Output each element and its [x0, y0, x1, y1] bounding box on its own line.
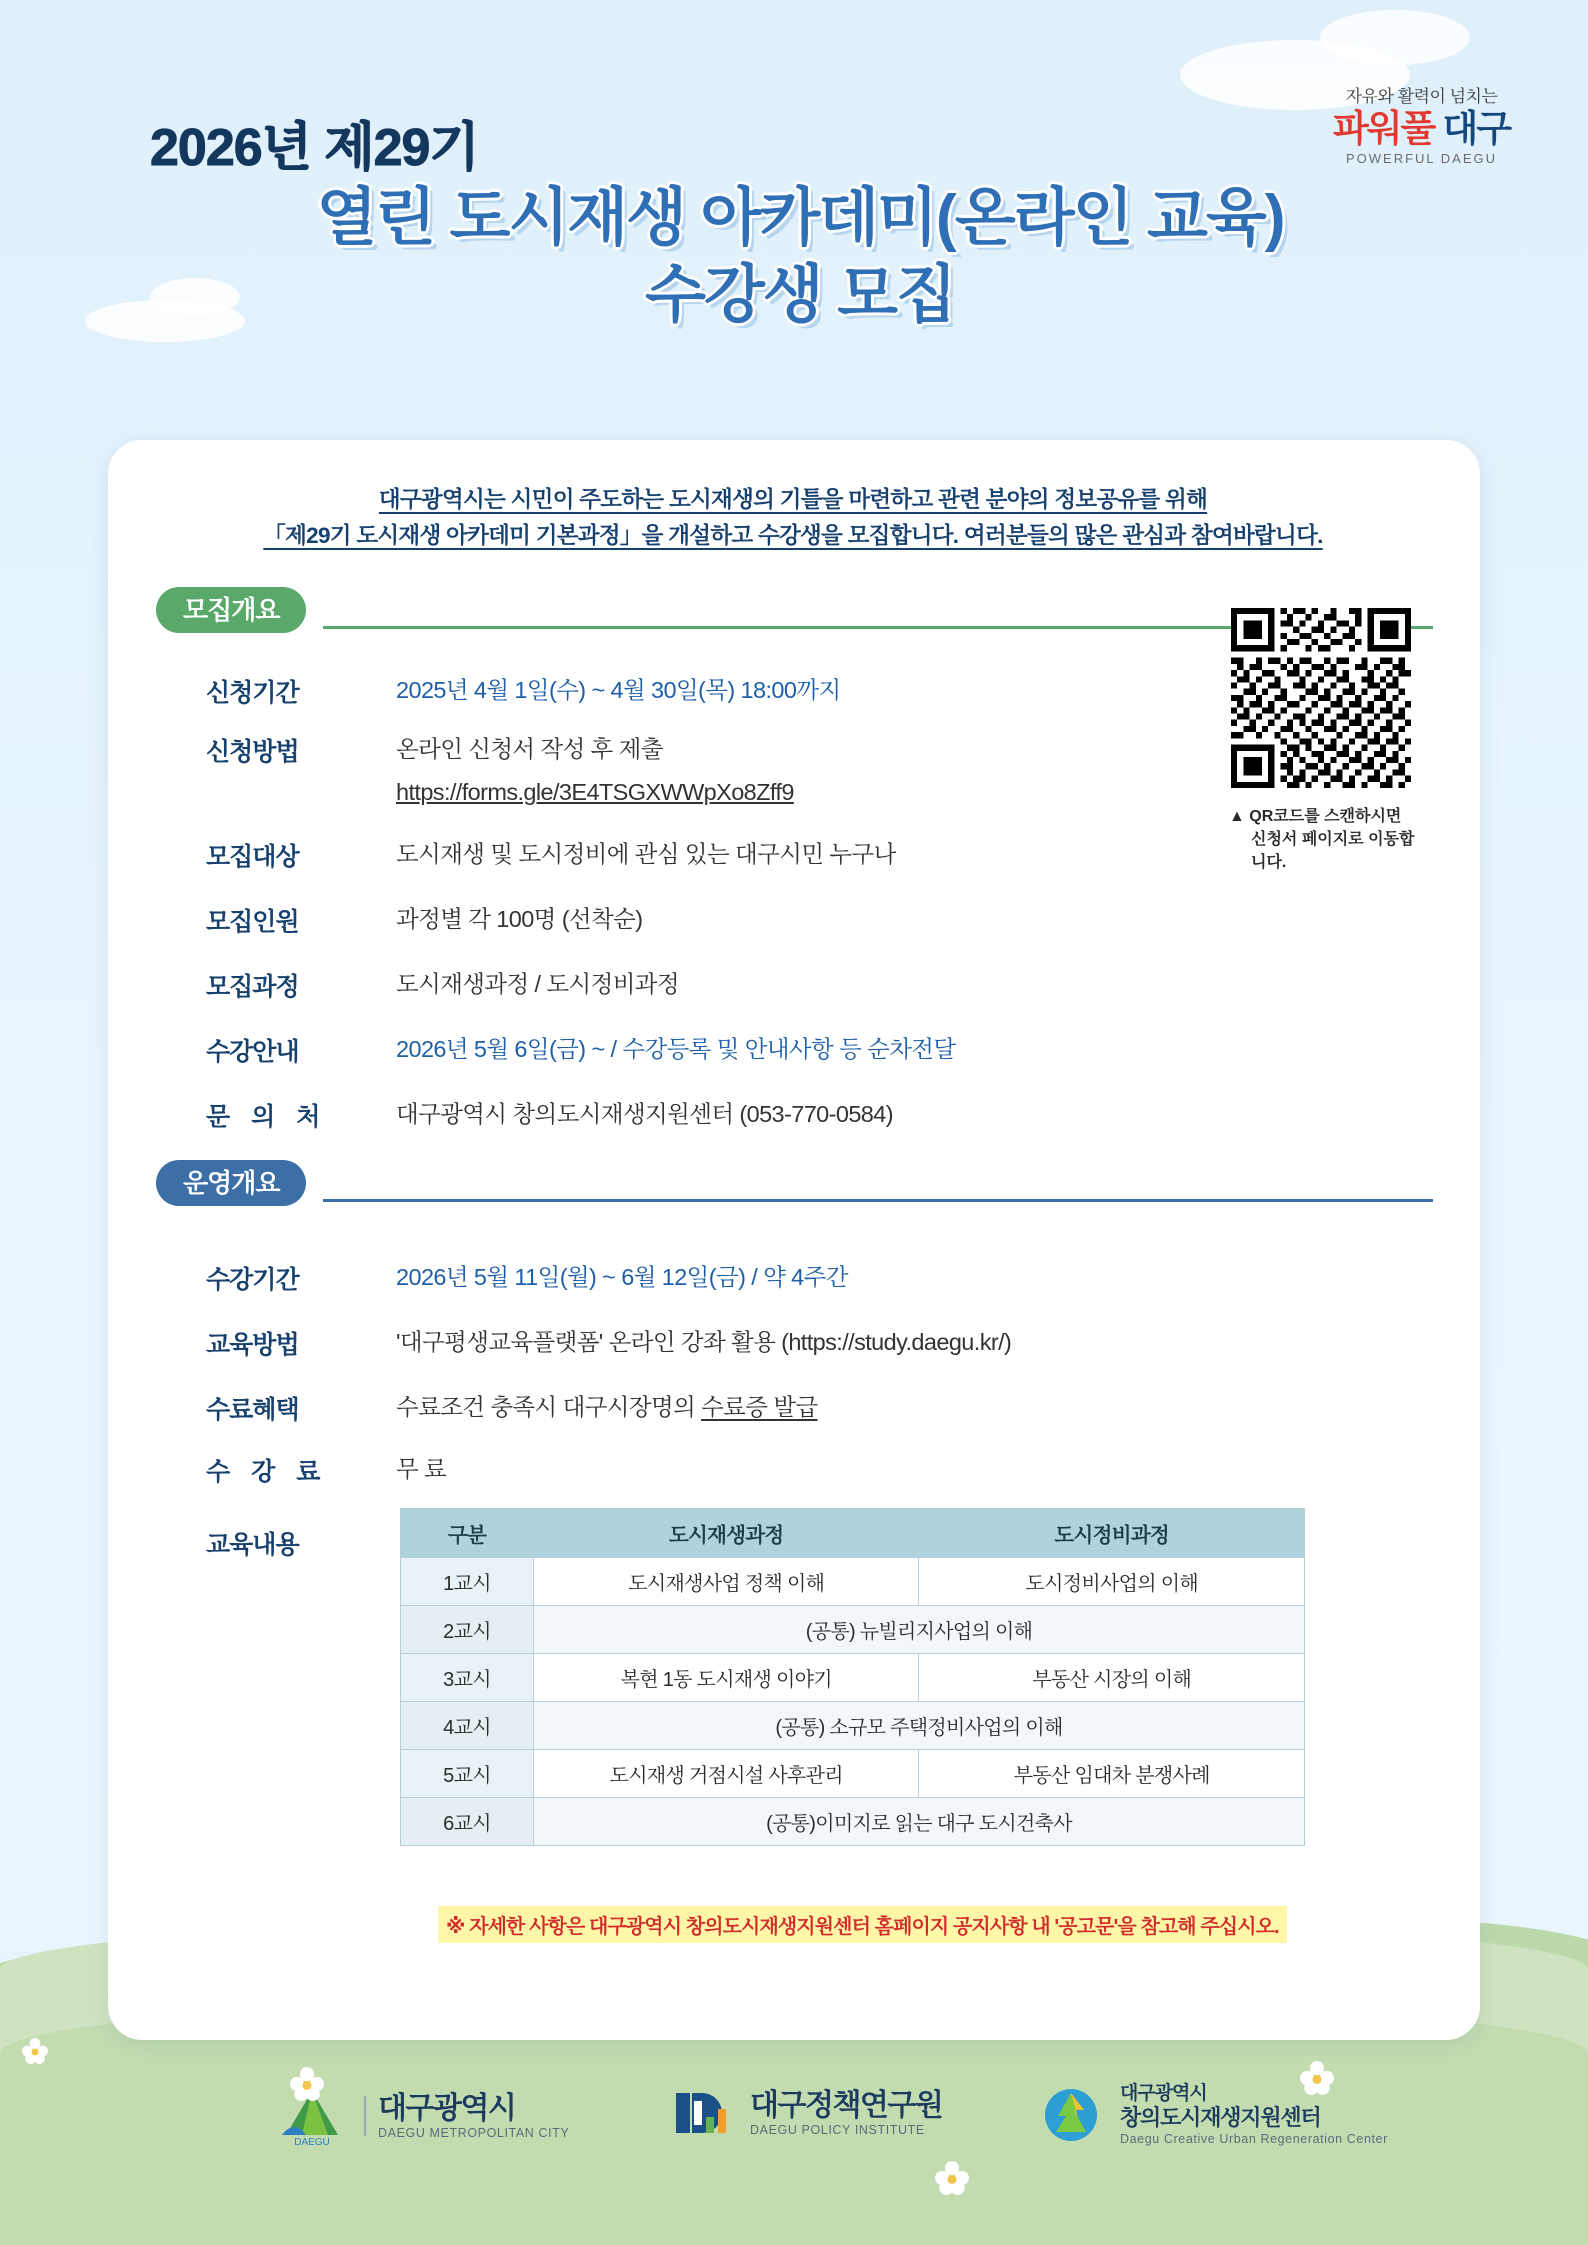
qr-caption-line2: 신청서 페이지로 이동합니다. — [1251, 831, 1415, 872]
logo-policy-institute-name: 대구정책연구원 — [750, 2088, 943, 2122]
flower-decoration-icon — [290, 2067, 324, 2101]
table-header-row — [401, 1509, 1305, 1558]
flower-decoration-icon — [1300, 2061, 1334, 2095]
row-value: 2026년 5월 11일(월) ~ 6월 12일(금) / 약 4주간 — [396, 1264, 848, 1290]
curriculum-table — [400, 1508, 1305, 1846]
qr-caption-line1: ▲ QR코드를 스캔하시면 — [1229, 808, 1402, 825]
table-cell-common: (공통)이미지로 읽는 대구 도시건축사 — [534, 1798, 1305, 1846]
row-label: 모집대상 — [206, 843, 299, 871]
page-title-line2: 수강생 모집 — [645, 259, 955, 330]
row-label: 신청방법 — [206, 738, 299, 766]
table-cell-period: 5교시 — [401, 1750, 534, 1798]
logo-urban-regeneration-center — [1040, 2083, 1388, 2147]
table-header-cell: 도시정비과정 — [919, 1509, 1305, 1558]
section-heading-recruitment: 모집개요 — [156, 587, 306, 633]
info-row-fee — [206, 1452, 446, 1488]
row-value: 대구광역시 창의도시재생지원센터 (053-770-0584) — [396, 1101, 893, 1127]
info-row-application-method — [206, 732, 794, 811]
page-title-line1: 열린 도시재생 아카데미(온라인 교육) — [316, 183, 1284, 253]
row-value: 수료조건 충족시 대구시장명의 — [396, 1394, 702, 1420]
qr-code-caption — [1223, 805, 1418, 875]
row-value: 도시재생 및 도시정비에 관심 있는 대구시민 누구나 — [396, 841, 896, 867]
page-title-year: 2026년 제29기 — [150, 119, 479, 177]
intro-paragraph — [168, 482, 1418, 555]
page-title — [120, 180, 1480, 334]
info-row-courses — [206, 967, 679, 1003]
info-row-study-period — [206, 1260, 848, 1296]
row-label: 수료혜택 — [206, 1396, 299, 1424]
brand-name — [1333, 109, 1510, 150]
brand-name-daegu: 대구 — [1442, 107, 1510, 149]
row-value-underlined: 수료증 발급 — [701, 1394, 818, 1420]
row-label: 모집인원 — [206, 908, 299, 936]
table-cell-common: (공통) 소규모 주택정비사업의 이해 — [534, 1702, 1305, 1750]
table-row — [401, 1750, 1305, 1798]
table-row — [401, 1798, 1305, 1846]
table-cell-period: 1교시 — [401, 1558, 534, 1606]
row-label: 신청기간 — [206, 679, 299, 707]
row-label: 교육방법 — [206, 1331, 299, 1359]
brand-name-english: POWERFUL DAEGU — [1345, 151, 1498, 167]
row-value: '대구평생교육플랫폼' 온라인 강좌 활용 (https://study.daegu.kr/) — [396, 1329, 1012, 1355]
table-row — [401, 1654, 1305, 1702]
info-row-capacity — [206, 902, 642, 938]
table-cell-maintenance: 부동산 임대차 분쟁사례 — [919, 1750, 1305, 1798]
row-value-wrapper — [396, 1390, 818, 1425]
table-cell-maintenance: 부동산 시장의 이해 — [919, 1654, 1305, 1702]
poster-header — [0, 0, 1588, 420]
footer-logos — [0, 2073, 1588, 2193]
table-cell-common: (공통) 뉴빌리지사업의 이해 — [534, 1606, 1305, 1654]
row-value: 도시재생과정 / 도시정비과정 — [396, 971, 679, 997]
regeneration-center-emblem-icon — [1040, 2086, 1102, 2144]
table-cell-regeneration: 도시재생 거점시설 사후관리 — [534, 1750, 919, 1798]
logo-mark-text: DAEGU — [294, 2137, 330, 2147]
flower-decoration-icon — [935, 2161, 969, 2195]
table-cell-regeneration: 복현 1동 도시재생 이야기 — [534, 1654, 919, 1702]
row-label: 모집과정 — [206, 973, 299, 1001]
row-label: 교육내용 — [206, 1531, 299, 1559]
info-row-curriculum — [206, 1525, 396, 1561]
info-row-contact — [206, 1097, 893, 1133]
table-row — [401, 1606, 1305, 1654]
info-row-target — [206, 837, 896, 873]
row-label: 수강안내 — [206, 1038, 299, 1066]
row-value: 2025년 4월 1일(수) ~ 4월 30일(목) 18:00까지 — [396, 677, 841, 703]
table-cell-period: 6교시 — [401, 1798, 534, 1846]
logo-policy-institute-sub: DAEGU POLICY INSTITUTE — [750, 2123, 925, 2138]
row-value: 온라인 신청서 작성 후 제출 — [396, 736, 663, 762]
row-label: 수강기간 — [206, 1266, 299, 1294]
row-value: 무 료 — [396, 1456, 447, 1482]
intro-line-2: 「제29기 도시재생 아카데미 기본과정」을 개설하고 수강생을 모집합니다. 여러분들의 많은 관심과 참여바랍니다. — [263, 523, 1323, 549]
row-label: 문 의 처 — [206, 1103, 328, 1131]
info-row-completion-benefit — [206, 1390, 818, 1426]
intro-line-1: 대구광역시는 시민이 주도하는 도시재생의 기틀을 마련하고 관련 분야의 정보공유를 위해 — [378, 487, 1208, 512]
logo-center-sub: Daegu Creative Urban Regeneration Center — [1120, 2132, 1388, 2147]
table-cell-regeneration: 도시재생사업 정책 이해 — [534, 1558, 919, 1606]
logo-divider — [364, 2096, 366, 2136]
info-row-application-period — [206, 673, 841, 709]
brand-slogan: 자유와 활력이 넘치는 — [1345, 87, 1498, 106]
table-row — [401, 1702, 1305, 1750]
policy-institute-emblem-icon — [672, 2087, 734, 2139]
flower-decoration-icon — [22, 2038, 48, 2064]
content-card — [108, 440, 1480, 2040]
info-row-course-guide — [206, 1032, 956, 1068]
logo-daegu-city-name: 대구광역시 — [378, 2091, 516, 2125]
info-row-education-method — [206, 1325, 1011, 1361]
logo-daegu-policy-institute — [672, 2087, 942, 2139]
row-label: 수 강 료 — [206, 1458, 328, 1486]
application-form-link[interactable]: https://forms.gle/3E4TSGXWWpXo8Zff9 — [396, 779, 794, 806]
table-header-cell: 도시재생과정 — [534, 1509, 919, 1558]
row-value: 과정별 각 100명 (선착순) — [396, 906, 643, 932]
logo-center-name: 창의도시재생지원센터 — [1120, 2104, 1321, 2130]
section-heading-operation: 운영개요 — [156, 1160, 306, 1206]
brand-name-powerful: 파워풀 — [1333, 107, 1435, 149]
qr-code-icon[interactable] — [1231, 608, 1411, 788]
logo-daegu-city-sub: DAEGU METROPOLITAN CITY — [378, 2126, 570, 2141]
table-row — [401, 1558, 1305, 1606]
row-value: 2026년 5월 6일(금) ~ / 수강등록 및 안내사항 등 순차전달 — [396, 1036, 956, 1062]
table-cell-period: 3교시 — [401, 1654, 534, 1702]
qr-code-block — [1223, 608, 1418, 875]
table-cell-period: 2교시 — [401, 1606, 534, 1654]
section-rule-operation — [323, 1199, 1433, 1202]
notice-text: ※ 자세한 사항은 대구광역시 창의도시재생지원센터 홈페이지 공지사항 내 '공고문'을 참고해 주십시오. — [438, 1906, 1287, 1943]
table-header-cell: 구분 — [401, 1509, 534, 1558]
table-cell-period: 4교시 — [401, 1702, 534, 1750]
daegu-brand-logo — [1333, 88, 1510, 167]
table-cell-maintenance: 도시정비사업의 이해 — [919, 1558, 1305, 1606]
logo-center-city-name: 대구광역시 — [1120, 2083, 1207, 2104]
